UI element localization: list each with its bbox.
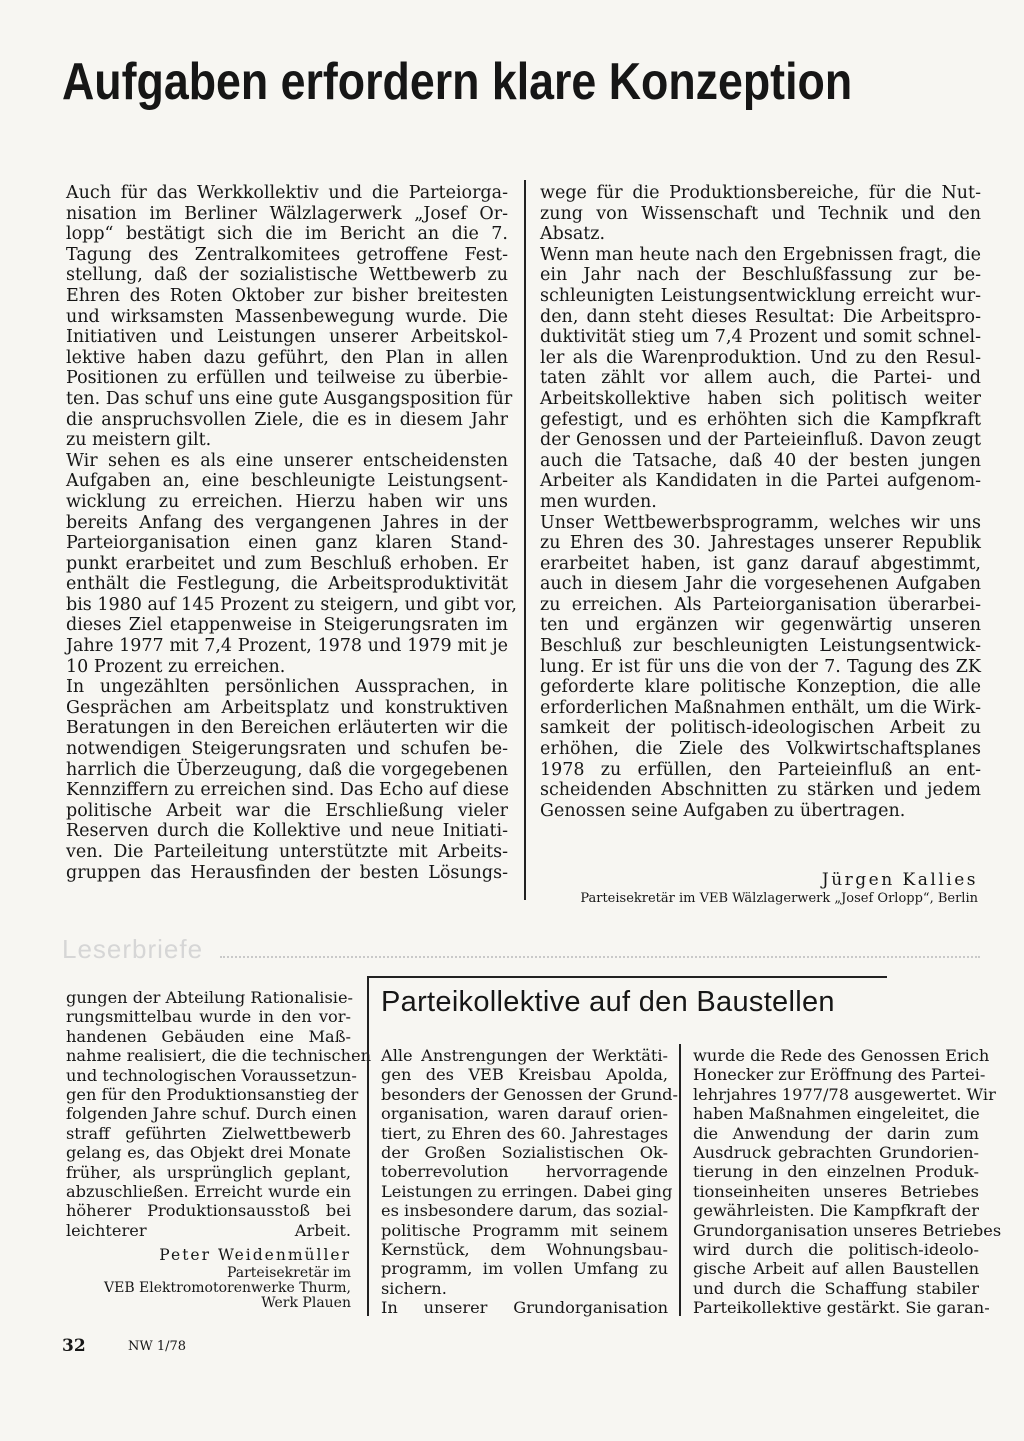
text-line: schleunigten Leistungsentwicklung erreicht wur- bbox=[540, 285, 981, 306]
text-line: folgenden Jahre schuf. Durch einen bbox=[66, 1104, 357, 1124]
text-line: Beratungen in den Bereichen erläuterten wir die bbox=[66, 718, 508, 739]
column-rule bbox=[524, 180, 526, 900]
text-line: gungen der Abteilung Rationalisie- bbox=[66, 988, 354, 1007]
text-line: Absatz. bbox=[540, 224, 606, 245]
text-line: sichern. bbox=[381, 1278, 447, 1298]
text-line: In ungezählten persönlichen Aussprachen, in bbox=[66, 677, 508, 698]
text-line: enthält die Festlegung, die Arbeitsproduktivität bbox=[66, 574, 508, 595]
text-line: ten und ergänzen wir gegenwärtig unseren bbox=[540, 615, 981, 636]
text-line: politische Programm mit seinem bbox=[381, 1220, 668, 1240]
letter-box-top-rule bbox=[367, 976, 887, 978]
text-line: Wir sehen es als eine unserer entscheidensten bbox=[66, 450, 508, 471]
text-line: auch in diesem Jahr die vorgesehenen Aufgaben bbox=[540, 574, 981, 595]
text-line: lung. Er ist für uns die von der 7. Tagung des ZK bbox=[540, 656, 981, 677]
text-line: organisation, waren darauf orien- bbox=[381, 1104, 668, 1124]
text-line: Auch für das Werkkollektiv und die Parteiorga- bbox=[66, 183, 508, 203]
text-line: Alle Anstrengungen der Werktäti- bbox=[381, 1046, 668, 1065]
text-line: Arbeitskollektive haben sich politisch weiter bbox=[540, 388, 981, 409]
text-line: tiert, zu Ehren des 60. Jahrestages bbox=[381, 1123, 668, 1143]
text-line: auch die Tatsache, daß 40 der besten jungen bbox=[540, 450, 981, 471]
text-line: politische Arbeit war die Erschließung vieler bbox=[66, 800, 508, 821]
section-divider bbox=[220, 956, 980, 958]
text-line: zu erreichen. Als Parteiorganisation überarbei- bbox=[540, 594, 981, 615]
text-line: handenen Gebäuden eine Maß- bbox=[66, 1026, 351, 1046]
text-line: früher, als ursprünglich geplant, bbox=[66, 1162, 351, 1182]
text-line: besonders der Genossen der Grund- bbox=[381, 1084, 679, 1104]
text-line: gruppen das Herausfinden der besten Lösungs- bbox=[66, 862, 508, 883]
text-line: Kernstück, dem Wohnungsbau- bbox=[381, 1240, 668, 1260]
text-line: Honecker zur Eröffnung des Partei- bbox=[693, 1065, 986, 1085]
text-line: zung von Wissenschaft und Technik und den bbox=[540, 203, 981, 224]
letter-column bbox=[66, 988, 372, 1240]
text-line: Gesprächen am Arbeitsplatz und konstruktiven bbox=[66, 697, 508, 718]
text-line: men wurden. bbox=[540, 491, 657, 512]
page-number: 32 bbox=[62, 1336, 86, 1356]
text-line: nisation im Berliner Wälzlagerwerk „Josef Or- bbox=[66, 203, 508, 224]
headline: Aufgaben erfordern klare Konzeption bbox=[62, 53, 853, 111]
text-line: erforderlichen Maßnahmen enthält, um die Wirk- bbox=[540, 697, 981, 718]
text-line: der Großen Sozialistischen Ok- bbox=[381, 1143, 668, 1163]
letter2-column-rule bbox=[679, 1044, 681, 1316]
text-line: Jahre 1977 mit 7,4 Prozent, 1978 und 1979 mit je bbox=[66, 636, 508, 657]
text-line: gelang es, das Objekt drei Monate bbox=[66, 1143, 351, 1163]
text-line: toberrevolution hervorragende bbox=[381, 1162, 668, 1182]
text-line: die anspruchsvollen Ziele, die es in diesem Jahr bbox=[66, 409, 508, 430]
article-column-1 bbox=[66, 183, 517, 883]
text-line: Arbeiter als Kandidaten in die Partei aufgenom- bbox=[540, 471, 981, 492]
text-line: ven. Die Parteileitung unterstützte mit Arbeits- bbox=[66, 842, 508, 862]
text-line: In unserer Grundorganisation bbox=[381, 1298, 668, 1318]
text-line: Ehren des Roten Oktober zur bisher breitesten bbox=[66, 285, 508, 306]
text-line: Beschluß zur beschleunigten Leistungsentwick- bbox=[540, 636, 981, 657]
article-column-2 bbox=[540, 183, 981, 821]
text-line: und technologischen Voraussetzun- bbox=[66, 1065, 357, 1085]
text-line: punkt erarbeitet und zum Beschluß erhoben. Er bbox=[66, 553, 508, 574]
author-role: Parteisekretär im VEB Wälzlagerwerk „Josef Orlopp“, Berlin bbox=[580, 891, 978, 906]
letter2-column-1 bbox=[381, 1046, 679, 1318]
text-line: wege für die Produktionsbereiche, für die Nut- bbox=[540, 183, 981, 203]
text-line: nahme realisiert, die die technischen bbox=[66, 1046, 372, 1066]
text-line: taten zählt vor allem auch, die Partei- und bbox=[540, 368, 981, 389]
text-line: höherer Produktionsausstoß bei bbox=[66, 1201, 351, 1221]
issue-label: NW 1/78 bbox=[128, 1339, 187, 1354]
text-line: lopp“ bestätigt sich die im Bericht an die 7. bbox=[66, 224, 508, 245]
letter-author-company: VEB Elektromotorenwerke Thurm, bbox=[103, 1280, 351, 1296]
letter-author-location: Werk Plauen bbox=[261, 1295, 351, 1311]
text-line: Kennziffern zu erreichen sind. Das Echo auf diese bbox=[66, 780, 510, 801]
text-line: ler als die Warenproduktion. Und zu den Resul- bbox=[540, 347, 981, 368]
text-line: den, dann steht dieses Resultat: Die Arbeitspro- bbox=[540, 306, 981, 327]
text-line: Ausdruck gebrachten Grundorien- bbox=[693, 1143, 979, 1163]
text-line: zu Ehren des 30. Jahrestages unserer Republik bbox=[540, 533, 981, 554]
text-line: zu meistern gilt. bbox=[66, 430, 212, 451]
text-line: Positionen zu erfüllen und teilweise zu überbie- bbox=[66, 368, 508, 389]
text-line: die Anwendung der darin zum bbox=[693, 1123, 979, 1143]
letter-box-left-rule bbox=[367, 976, 369, 1316]
text-line: bereits Anfang des vergangenen Jahres in der bbox=[66, 512, 508, 533]
text-line: gen des VEB Kreisbau Apolda, bbox=[381, 1065, 668, 1085]
text-line: Parteiorganisation einen ganz klaren Stand- bbox=[66, 533, 508, 554]
text-line: gewährleisten. Die Kampfkraft der bbox=[693, 1201, 979, 1221]
text-line: scheidenden Abschnitten zu stärken und jedem bbox=[540, 780, 981, 801]
text-line: Reserven durch die Kollektive und neue Initiati- bbox=[66, 821, 508, 842]
text-line: Initiativen und Leistungen unserer Arbeitskol- bbox=[66, 327, 508, 348]
text-line: erarbeitet haben, ist ganz darauf abgestimmt, bbox=[540, 553, 981, 574]
letter-author-role: Parteisekretär im bbox=[226, 1265, 351, 1281]
text-line: der Genossen und der Parteieinfluß. Davon zeugt bbox=[540, 430, 981, 451]
text-line: ten. Das schuf uns eine gute Ausgangsposition für bbox=[66, 388, 513, 409]
text-line: leichterer Arbeit. bbox=[66, 1220, 351, 1240]
text-line: lehrjahres 1977/78 ausgewertet. Wir bbox=[693, 1084, 996, 1104]
text-line: harrlich die Überzeugung, daß die vorgegebenen bbox=[66, 759, 508, 780]
text-line: 1978 zu erfüllen, den Parteieinfluß an ent- bbox=[540, 759, 981, 780]
section-label: Leserbriefe bbox=[62, 934, 204, 964]
text-line: duktivität stieg um 7,4 Prozent und somit schnel- bbox=[540, 327, 981, 348]
text-line: Unser Wettbewerbsprogramm, welches wir uns bbox=[540, 512, 981, 533]
text-line: abzuschließen. Erreicht wurde ein bbox=[66, 1182, 351, 1202]
text-line: Wenn man heute nach den Ergebnissen fragt, die bbox=[540, 244, 981, 265]
letter-title: Parteikollektive auf den Baustellen bbox=[381, 986, 835, 1018]
text-line: und wirksamsten Massenbewegung wurde. Die bbox=[66, 306, 508, 327]
letter-author-name: Peter Weidenmüller bbox=[159, 1246, 351, 1264]
text-line: dieses Ziel etappenweise in Steigerungsraten im bbox=[66, 615, 508, 636]
text-line: rungsmittelbau wurde in den vor- bbox=[66, 1007, 351, 1027]
text-line: samkeit der politisch-ideologischen Arbeit zu bbox=[540, 718, 981, 739]
text-line: Grundorganisation unseres Betriebes bbox=[693, 1220, 1002, 1240]
text-line: geforderte klare politische Konzeption, die alle bbox=[540, 677, 981, 698]
author-name: Jürgen Kallies bbox=[821, 870, 978, 890]
text-line: straff geführten Zielwettbewerb bbox=[66, 1123, 351, 1143]
text-line: programm, im vollen Umfang zu bbox=[381, 1259, 668, 1279]
text-line: Aufgaben an, eine beschleunigte Leistungsent- bbox=[66, 471, 508, 492]
text-line: wird durch die politisch-ideolo- bbox=[693, 1240, 979, 1260]
text-line: gefestigt, und es erhöhten sich die Kampfkraft bbox=[540, 409, 981, 430]
text-line: tierung in den einzelnen Produk- bbox=[693, 1162, 979, 1182]
text-line: gen für den Produktionsanstieg der bbox=[66, 1085, 359, 1105]
text-line: 10 Prozent zu erreichen. bbox=[66, 656, 286, 677]
text-line: gische Arbeit auf allen Baustellen bbox=[693, 1259, 979, 1279]
text-line: erhöhen, die Ziele des Volkwirtschaftsplanes bbox=[540, 739, 981, 760]
text-line: Parteikollektive gestärkt. Sie garan- bbox=[693, 1298, 990, 1318]
text-line: notwendigen Steigerungsraten und schufen be- bbox=[66, 739, 508, 760]
text-line: lektive haben dazu geführt, den Plan in allen bbox=[66, 347, 508, 368]
text-line: wurde die Rede des Genossen Erich bbox=[693, 1046, 990, 1065]
text-line: und durch die Schaffung stabiler bbox=[693, 1278, 979, 1298]
text-line: ein Jahr nach der Beschlußfassung zur be- bbox=[540, 265, 981, 286]
text-line: Leistungen zu erringen. Dabei ging bbox=[381, 1181, 673, 1201]
text-line: Tagung des Zentralkomitees getroffene Fest- bbox=[66, 244, 508, 265]
letter2-column-2 bbox=[693, 1046, 1002, 1318]
text-line: es insbesondere darum, das sozial- bbox=[381, 1201, 669, 1221]
text-line: stellung, daß der sozialistische Wettbewerb zu bbox=[66, 265, 508, 286]
text-line: wicklung zu erreichen. Hierzu haben wir uns bbox=[66, 491, 508, 512]
text-line: bis 1980 auf 145 Prozent zu steigern, und gibt vor, bbox=[66, 594, 517, 615]
text-line: haben Maßnahmen eingeleitet, die bbox=[693, 1104, 980, 1124]
text-line: tionseinheiten unseres Betriebes bbox=[693, 1181, 979, 1201]
text-line: Genossen seine Aufgaben zu übertragen. bbox=[540, 800, 906, 821]
